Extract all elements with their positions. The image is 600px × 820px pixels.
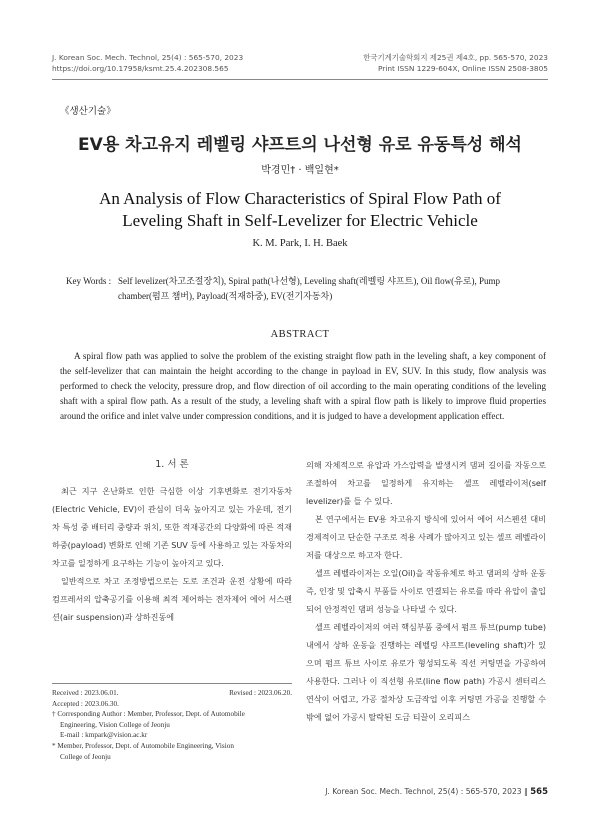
doi-link[interactable]: https://doi.org/10.17958/ksmt.25.4.202308.565 bbox=[52, 64, 229, 73]
footnotes bbox=[52, 688, 292, 762]
footnote-rule bbox=[52, 683, 292, 684]
body-column-right bbox=[306, 456, 546, 726]
keywords bbox=[66, 274, 556, 304]
abstract-heading: ABSTRACT bbox=[270, 329, 330, 340]
header-rule bbox=[52, 79, 548, 80]
abstract-text: A spiral flow path was applied to solve the problem of the existing straight flow path in the leveling shaft, a key component of the self-levelizer that can maintain the height according to the change in payload in EV, SUV. In this study, flow analysis was performed to check the velocity, pressure drop, and flow direction of oil according to the main operating conditions of the leveling shaft with a spiral flow path. As a result of the study, a leveling shaft with a spiral flow path is likely to improve fluid properties around the orifice and inlet valve under compression conditions, and it is judged to have a development application effect. bbox=[60, 351, 546, 421]
title-english bbox=[0, 188, 600, 232]
authors-korean: 박경민† · 백일현* bbox=[261, 165, 339, 176]
running-header-left bbox=[52, 52, 243, 74]
body-paragraph: 셀프 레벨라이저는 오일(Oil)을 작동유체로 하고 댐퍼의 상하 운동 즉, 인장 및 압축시 부품들 사이로 연결되는 유로를 따라 유압이 출입되어 안정적인 댐퍼 성능을 나타낼 수 있다. bbox=[306, 568, 546, 614]
issn-info: Print ISSN 1229-604X, Online ISSN 2508-3805 bbox=[377, 64, 548, 73]
body-column-left bbox=[52, 456, 292, 626]
body-paragraph: 본 연구에서는 EV용 차고유지 방식에 있어서 에어 서스펜션 대비 경제적이고 단순한 구조로 적용 사례가 많아지고 있는 셀프 레벨라이저를 대상으로 하고자 한다. bbox=[306, 514, 546, 560]
body-paragraph: 셀프 레벨라이저의 여러 핵심부품 중에서 펌프 튜브(pump tube) 내에서 상하 운동을 진행하는 레벨링 샤프트(leveling shaft)가 있으며 펌프 튜브 사이로 유로가 형성되도록 직선 커팅면을 가공하여 사용한다. 그러나 이 직선형 유로(line flow path) 가공시 센터리스 연삭이 어렵고, 가공 절차상 도금작업 이후 커팅면 가공을 진행할 수 밖에 없어 가공시 탈락된 도금 티끌이 오리피스 bbox=[306, 622, 546, 722]
page-number: 565 bbox=[530, 787, 548, 797]
footer-citation: J. Korean Soc. Mech. Technol, 25(4) : 565-570, 2023 ‖ bbox=[325, 787, 528, 796]
journal-citation-korean: 한국기계기술학회지 제25권 제4호, pp. 565-570, 2023 bbox=[363, 53, 548, 62]
keywords-line1: Self levelizer(차고조절장치), Spiral path(나선형), Leveling shaft(레벨링 샤프트), Oil flow(유로), Pump bbox=[118, 276, 500, 286]
corresponding-author: † Corresponding Author : Member, Professor, Dept. of Automobile bbox=[52, 710, 245, 719]
corresponding-author-affiliation: Engineering, Vision College of Jeonju bbox=[60, 720, 170, 729]
accepted-date: Accepted : 2023.06.30. bbox=[52, 699, 119, 708]
received-date: Received : 2023.06.01. bbox=[52, 689, 119, 697]
body-paragraph: 의해 자체적으로 유압과 가스압력을 발생시켜 댐퍼 길이를 자동으로 조절하여 차고를 일정하게 유지하는 셀프 레벨라이저(self levelizer)를 들 수 있다. bbox=[306, 460, 546, 506]
page-footer bbox=[325, 787, 548, 797]
revised-date: Revised : 2023.06.20. bbox=[229, 689, 292, 697]
abstract-body bbox=[60, 349, 546, 424]
member-author: * Member, Professor, Dept. of Automobile Engineering, Vision bbox=[52, 741, 234, 750]
keywords-label: Key Words : bbox=[66, 276, 112, 286]
author-email[interactable]: E-mail : kmpark@vision.ac.kr bbox=[60, 731, 148, 740]
title-english-line1: An Analysis of Flow Characteristics of Spiral Flow Path of bbox=[99, 189, 501, 208]
member-author-affiliation: College of Jeonju bbox=[60, 752, 111, 761]
journal-citation: J. Korean Soc. Mech. Technol, 25(4) : 565-570, 2023 bbox=[52, 53, 244, 62]
section-heading-introduction: 1. 서 론 bbox=[155, 459, 189, 470]
title-english-line2: Leveling Shaft in Self-Levelizer for Electric Vehicle bbox=[122, 211, 478, 230]
title-korean: EV용 차고유지 레벨링 샤프트의 나선형 유로 유동특성 해석 bbox=[78, 135, 522, 155]
body-paragraph: 최근 지구 온난화로 인한 극심한 이상 기후변화로 전기자동차(Electric Vehicle, EV)이 관심이 더욱 높아지고 있는 가운데, 전기차 특성 중 배터리 중량과 위치, 또한 적재공간의 다양화에 따른 적재하중(payload) 변화로 인해 기존 SUV 등에 사용하고 있는 자동차의 차고를 일정하게 요구하는 기능이 높아지고 있다. bbox=[52, 486, 292, 568]
authors-english: K. M. Park, I. H. Baek bbox=[252, 238, 348, 249]
section-tag: 《생산기술》 bbox=[60, 106, 116, 117]
keywords-line2: chamber(펌프 챔버), Payload(적재하중), EV(전기자동차) bbox=[118, 291, 333, 301]
body-paragraph: 일반적으로 차고 조정방법으로는 도로 조건과 운전 상황에 따라 컴프레서의 압축공기를 이용해 최적 제어하는 전자제어 에어 서스펜션(air suspension)과 상하진동에 bbox=[52, 576, 292, 622]
running-header-right bbox=[363, 52, 548, 74]
